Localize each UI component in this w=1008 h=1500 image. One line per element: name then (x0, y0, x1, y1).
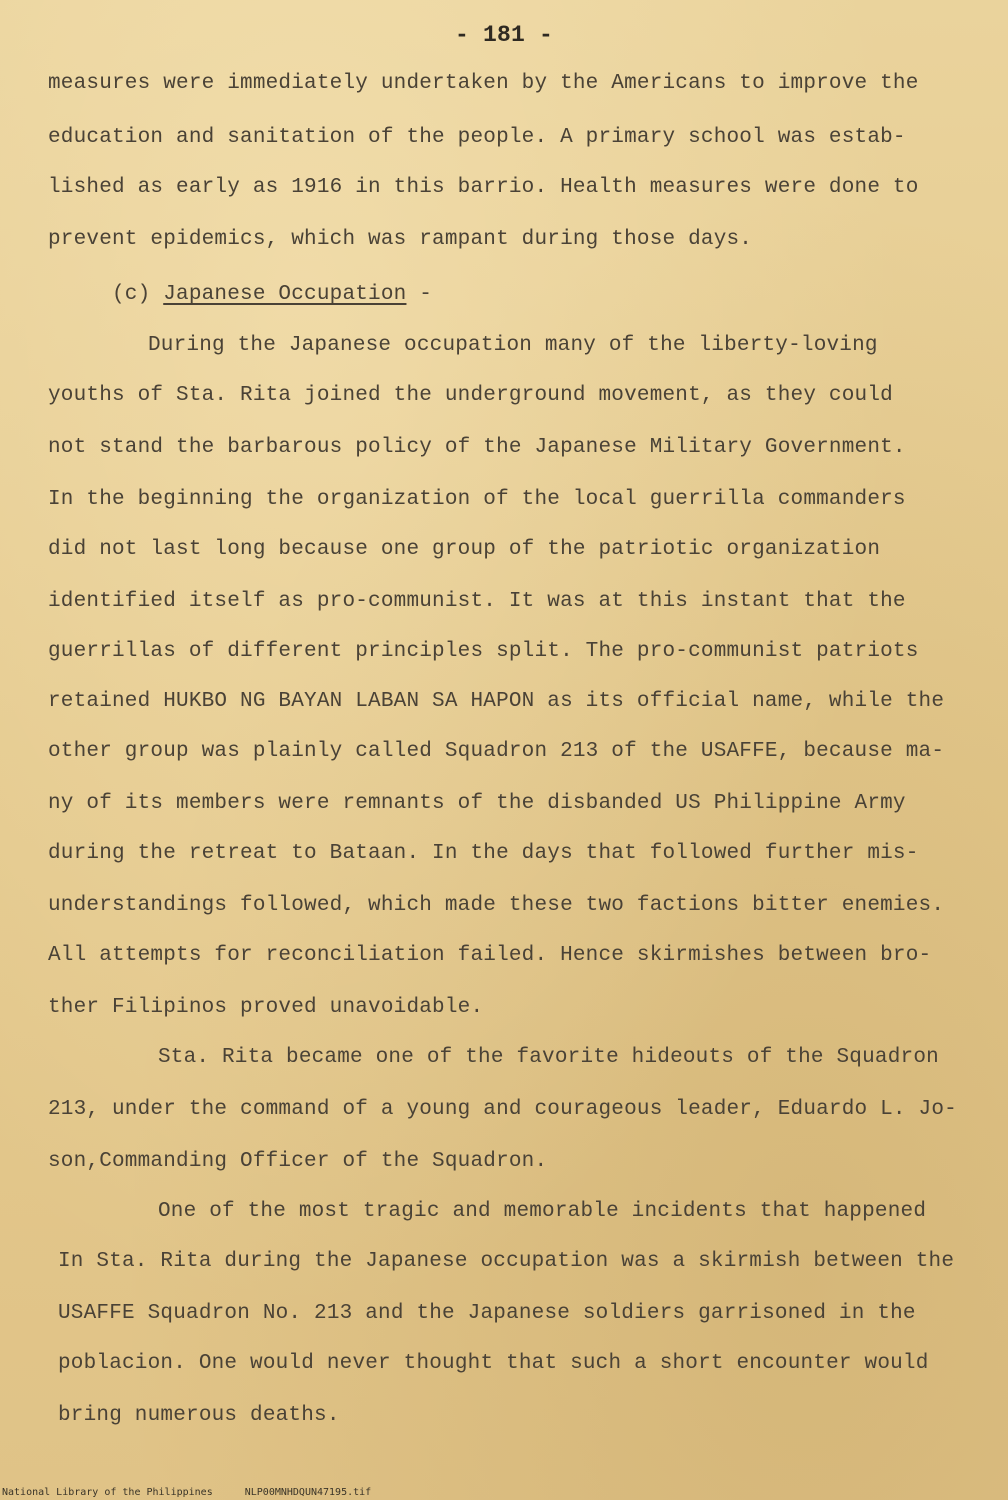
text-line: son,Commanding Officer of the Squadron. (48, 1150, 548, 1173)
text-line: All attempts for reconciliation failed. Hence skirmishes between bro- (48, 944, 932, 967)
scan-footer (2, 1487, 397, 1498)
text-line: ny of its members were remnants of the disbanded US Philippine Army (48, 792, 906, 815)
section-number: (c) (112, 283, 151, 306)
text-line: Sta. Rita became one of the favorite hideouts of the Squadron (158, 1046, 939, 1069)
text-line: During the Japanese occupation many of the liberty-loving (148, 334, 878, 357)
text-line: bring numerous deaths. (58, 1404, 340, 1427)
text-line: understandings followed, which made these two factions bitter enemies. (48, 894, 945, 917)
text-line: did not last long because one group of the patriotic organization (48, 538, 881, 561)
text-line: USAFFE Squadron No. 213 and the Japanese soldiers garrisoned in the (58, 1302, 916, 1325)
text-line: other group was plainly called Squadron 213 of the USAFFE, because ma- (48, 740, 945, 763)
section-dash: - (406, 283, 433, 306)
text-line: youths of Sta. Rita joined the underground movement, as they could (48, 384, 893, 407)
text-line: identified itself as pro-communist. It was at this instant that the (48, 590, 906, 613)
text-line: 213, under the command of a young and courageous leader, Eduardo L. Jo- (48, 1098, 957, 1121)
text-line: In the beginning the organization of the local guerrilla commanders (48, 488, 906, 511)
text-line: education and sanitation of the people. A primary school was estab- (48, 126, 906, 149)
page-number: - 181 - (454, 22, 554, 48)
footer-filename: NLP00MNHDQUN47195.tif (244, 1487, 372, 1498)
text-line: measures were immediately undertaken by the Americans to improve the (48, 72, 919, 95)
section-title: Japanese Occupation (163, 283, 407, 306)
text-line: One of the most tragic and memorable incidents that happened (158, 1200, 927, 1223)
footer-library: National Library of the Philippines (2, 1487, 213, 1498)
text-line: poblacion. One would never thought that such a short encounter would (58, 1352, 929, 1375)
section-heading (112, 283, 432, 306)
text-line: retained HUKBO NG BAYAN LABAN SA HAPON as its official name, while the (48, 690, 945, 713)
text-line: lished as early as 1916 in this barrio. Health measures were done to (48, 176, 919, 199)
text-line: ther Filipinos proved unavoidable. (48, 996, 484, 1019)
text-line: guerrillas of different principles split. The pro-communist patriots (48, 640, 919, 663)
text-line: In Sta. Rita during the Japanese occupation was a skirmish between the (58, 1250, 955, 1273)
text-line: during the retreat to Bataan. In the days that followed further mis- (48, 842, 919, 865)
text-line: prevent epidemics, which was rampant during those days. (48, 228, 753, 251)
text-line: not stand the barbarous policy of the Japanese Military Government. (48, 436, 906, 459)
